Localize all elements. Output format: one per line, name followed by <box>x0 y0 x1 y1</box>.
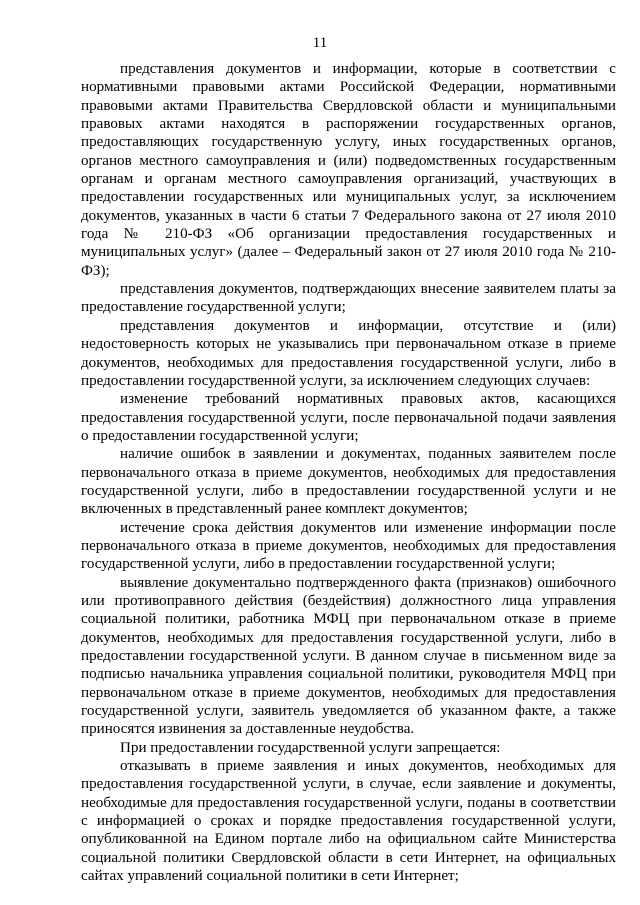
paragraph-errors-in-application: наличие ошибок в заявлении и документах, поданных заявителем после первоначального отказа в приеме документов, необходимых для предоставления государственной услуги, либо в предоставлении государственной услуги и не включенных в представленный ранее комплект документов; <box>81 446 616 518</box>
paragraph-documents-information: представления документов и информации, которые в соответствии с нормативными правовыми актами Российской Федерации, нормативными правовыми актами Правительства Свердловской области и муниципальными правовых актами находятся в распоряжении государственных органов, предоставляющих государственную услугу, иных государственных органов, органов местного самоуправления и (или) подведомственных государственным органам и органам местного самоуправления организаций, участвующих в предоставлении государственных или муниципальных услуг, за исключением документов, указанных в части 6 статьи 7 Федерального закона от 27 июля 2010 года № 210-ФЗ «Об организации предоставления государственных и муниципальных услуг» (далее – Федеральный закон от 27 июля 2010 года № 210-ФЗ); <box>81 61 616 279</box>
paragraph-payment-documents: представления документов, подтверждающих внесение заявителем платы за предоставление государственной услуги; <box>81 281 616 316</box>
paragraph-refusal-prohibited: отказывать в приеме заявления и иных документов, необходимых для предоставления государственной услуги, в случае, если заявление и документы, необходимые для предоставления государственной услуги, поданы в соответствии с информацией о сроках и порядке предоставления государственной услуги, опубликованной на Едином портале либо на официальном сайте Министерства социальной политики Свердловской области в сети Интернет, на официальных сайтах управлений социальной политики в сети Интернет; <box>81 758 616 885</box>
page-number: 11 <box>312 35 328 51</box>
paragraph-documents-expiry: истечение срока действия документов или изменение информации после первоначального отказа в приеме документов, необходимых для предоставления государственной услуги, либо в предоставлении государственной услуги; <box>81 519 616 573</box>
paragraph-erroneous-action: выявление документально подтвержденного факта (признаков) ошибочного или противоправного действия (бездействия) должностного лица управления социальной политики, работника МФЦ при первоначальном отказе в приеме документов, необходимых для предоставления государственной услуги, либо в предоставлении государственной услуги. В данном случае в письменном виде за подписью начальника управления социальной политики, руководителя МФЦ при первоначальном отказе в приеме документов, необходимых для предоставления государственной услуги, заявитель уведомляется об указанном факте, а также приносятся извинения за доставленные неудобства. <box>81 574 616 738</box>
paragraph-prohibitions-heading: При предоставлении государственной услуги запрещается: <box>120 739 501 756</box>
paragraph-missing-documents: представления документов и информации, отсутствие и (или) недостоверность которых не указывались при первоначальном отказе в приеме документов, необходимых для предоставления государственной услуги, либо в предоставлении государственной услуги, за исключением следующих случаев: <box>81 317 616 389</box>
paragraph-requirements-change: изменение требований нормативных правовых актов, касающихся предоставления государственной услуги, после первоначальной подачи заявления о предоставлении государственной услуги; <box>81 391 616 444</box>
document-body <box>81 60 616 885</box>
